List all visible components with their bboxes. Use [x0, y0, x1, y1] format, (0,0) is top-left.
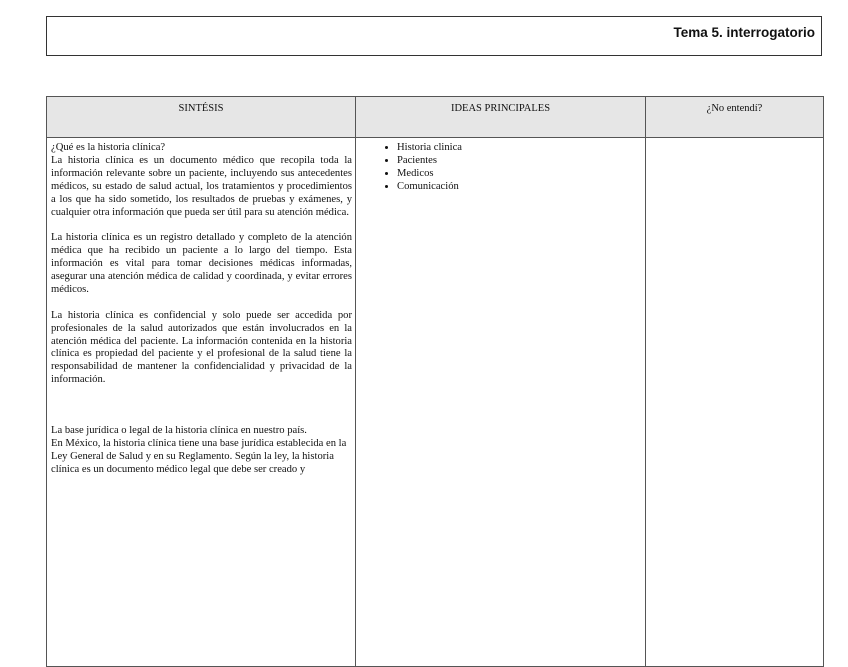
idea-item: • Historia clinica: [397, 142, 644, 155]
header-row: [47, 97, 824, 138]
synthesis-paragraph-2: La historia clínica es un registro detallado y completo de la atención médica que ha recibido un paciente a lo largo del tiempo. Esta información es vital para tomar decisiones médicas informadas, asegurar una atención médica de calidad y coordinada, y evitar errores médicos.: [51, 232, 352, 295]
synthesis-paragraph-4: En México, la historia clínica tiene una base jurídica establecida en la Ley General de Salud y en su Reglamento. Según la ley, la historia clínica es un documento médico legal que debe ser creado y: [51, 438, 347, 475]
idea-item: • Pacientes: [397, 155, 644, 168]
content-row: [47, 138, 824, 667]
header-ideas-principales: IDEAS PRINCIPALES: [356, 97, 646, 138]
topic-title: Tema 5. interrogatorio: [673, 25, 815, 40]
synthesis-cell: [47, 138, 356, 667]
header-no-entendi: ¿No entendí?: [646, 97, 824, 138]
synthesis-legal-heading: La base jurídica o legal de la historia clínica en nuestro país.: [51, 425, 307, 437]
synthesis-paragraph-3: La historia clínica es confidencial y solo puede ser accedida por profesionales de la salud autorizados que están involucrados en la atención médica del paciente. La información contenida en la historia clínica es propiedad del paciente y el profesional de la salud tiene la responsabilidad de mantener la confidencialidad y privacidad de la información.: [51, 309, 352, 386]
notes-table: [46, 96, 824, 667]
header-sintesis: SINTÉSIS: [47, 97, 356, 138]
idea-item: • Comunicación: [397, 181, 644, 194]
topic-title-box: [46, 16, 822, 56]
ideas-cell: [356, 138, 646, 667]
ideas-list: [357, 142, 644, 194]
synthesis-paragraph-1: La historia clínica es un documento médico que recopila toda la información relevante sobre un paciente, incluyendo sus antecedentes médicos, su estado de salud actual, los tratamientos y procedimientos a los que ha sido sometido, los resultados de pruebas y exámenes, y cualquier otra información que pueda ser útil para su atención médica.: [51, 154, 352, 218]
synthesis-question: ¿Qué es la historia clínica?: [51, 142, 166, 153]
idea-item: • Medicos: [397, 168, 644, 181]
no-entendi-cell: [646, 138, 824, 667]
